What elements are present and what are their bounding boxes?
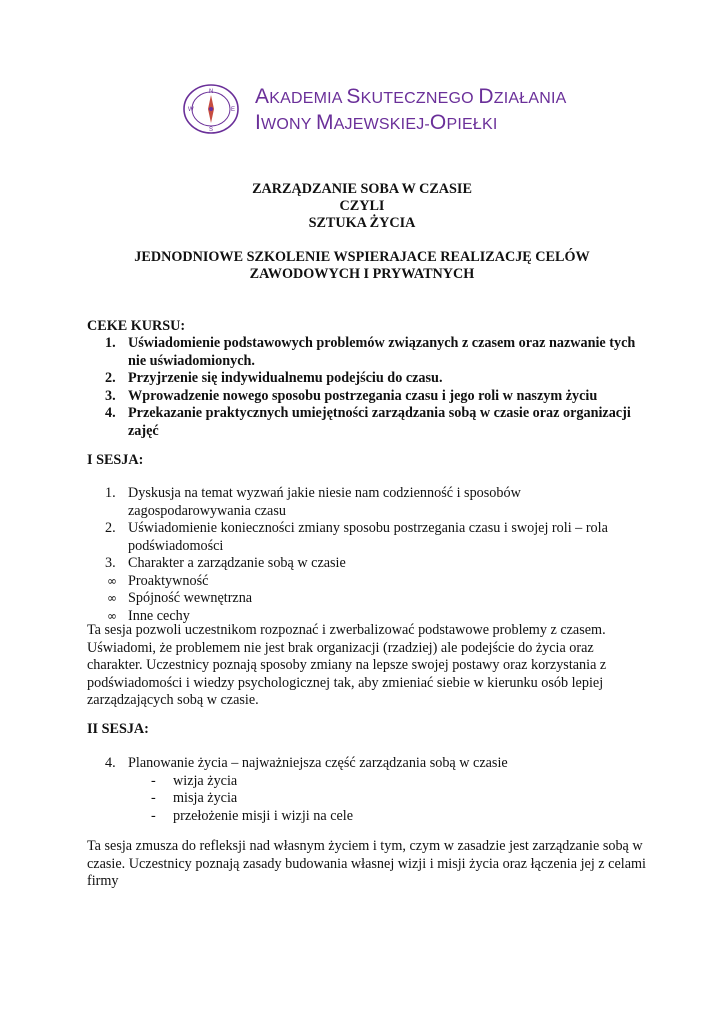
session1-heading: I SESJA: [87, 452, 144, 468]
title-line-3: SZTUKA ŻYCIA [308, 215, 416, 231]
list-item: ∞ Spójność wewnętrzna [107, 590, 253, 606]
compass-s: S [209, 127, 214, 133]
document-subtitle [0, 249, 724, 283]
infinity-icon: ∞ [107, 591, 117, 605]
compass-e: E [231, 107, 236, 113]
sub-list-item: - misja życia [151, 790, 238, 806]
session1-paragraph: Ta sesja pozwoli uczestnikom rozpoznać i zwerbalizować podstawowe problemy z czasem. Uświadomi, że problemem nie jest brak organizacji (rzadziej) ale podejście do życia oraz charakter. Uczestnicy poznają sposoby zmiany na lepsze swojej postawy oraz korzystania z podświadomości i wiedzy psychologicznej tak, aby zmieniać siebie w kierunku osób lepiej zarządzających sobą w czasie. [87, 622, 607, 708]
title-line-1: ZARZĄDZANIE SOBA W CZASIE [252, 181, 472, 197]
session2-heading: II SESJA: [87, 721, 149, 737]
title-line-2: CZYLI [339, 198, 385, 214]
subtitle-line-1: JEDNODNIOWE SZKOLENIE WSPIERAJACE REALIZACJĘ CELÓW [134, 249, 590, 265]
logo-name-line2: IWONY MAJEWSKIEJ-OPIEŁKI [255, 111, 498, 134]
list-item: ∞ Proaktywność [107, 572, 209, 589]
compass-logo-icon [181, 82, 243, 136]
list-item: 3. Wprowadzenie nowego sposobu postrzegania czasu i jego roli w naszym życiu [105, 387, 598, 404]
list-item: 1. Dyskusja na temat wyzwań jakie niesie nam codzienność i sposobów zagospodarowywania czasu [105, 485, 521, 519]
list-item: 4. Planowanie życia – najważniejsza część zarządzania sobą w czasie [105, 755, 508, 771]
list-item: ∞ Inne cechy [107, 607, 190, 624]
infinity-icon: ∞ [107, 573, 117, 588]
infinity-icon: ∞ [107, 608, 117, 623]
session2-list [87, 755, 647, 825]
subtitle-line-2: ZAWODOWYCH I PRYWATNYCH [249, 266, 475, 282]
compass-n: N [209, 89, 214, 95]
logo [181, 82, 567, 136]
list-item: 3. Charakter a zarządzanie sobą w czasie [105, 555, 346, 571]
list-item: 1. Uświadomienie podstawowych problemów związanych z czasem oraz nazwanie tych nie uświadomionych. [105, 335, 636, 369]
document-title [0, 181, 724, 232]
compass-w: W [188, 107, 194, 113]
logo-name-line1: AKADEMIA SKUTECZNEGO DZIAŁANIA [255, 85, 567, 108]
sub-list-item: - przełożenie misji i wizji na cele [151, 807, 354, 824]
session1-list [87, 485, 647, 625]
list-item: 2. Uświadomienie konieczności zmiany sposobu postrzegania czasu i swojej roli – rola podświadomości [105, 520, 608, 554]
session2-paragraph: Ta sesja zmusza do refleksji nad własnym życiem i tym, czym w zasadzie jest zarządzanie sobą w czasie. Uczestnicy poznają zasady budowania własnej wizji i misji życia oraz łączenia jej z celami firmy [87, 838, 646, 889]
list-item: 2. Przyjrzenie się indywidualnemu podejściu do czasu. [105, 370, 443, 386]
sub-list-item: - wizja życia [151, 772, 238, 789]
goals-heading: CEKE KURSU: [87, 318, 186, 334]
list-item: 4. Przekazanie praktycznych umiejętności zarządzania sobą w czasie oraz organizacji zajęć [105, 405, 631, 439]
goals-list [87, 335, 647, 440]
